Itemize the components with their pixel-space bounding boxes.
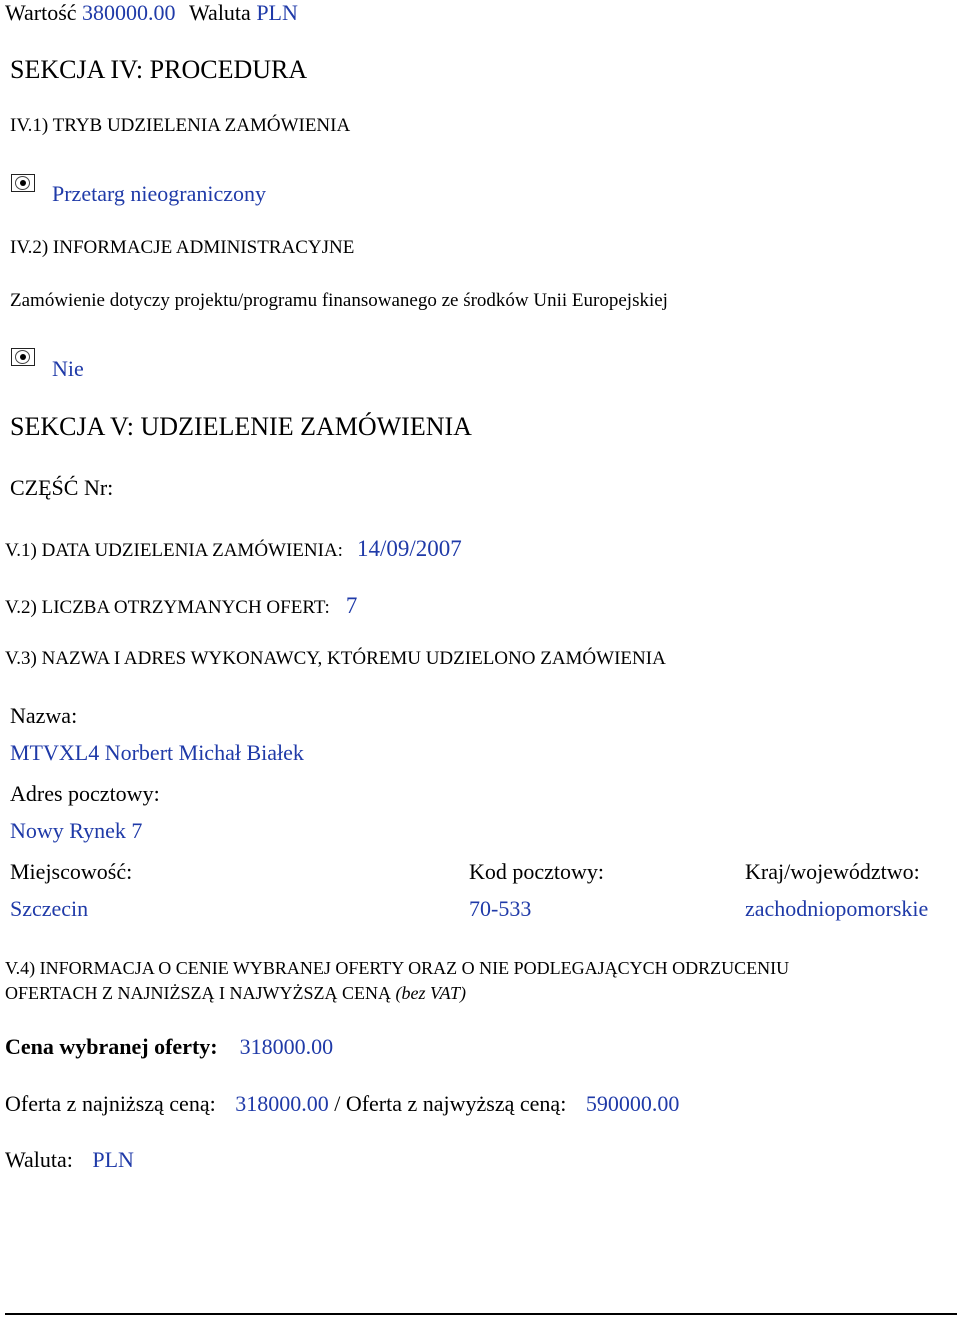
price-heading-line2 — [5, 983, 466, 1004]
lowest-value: 318000.00 — [235, 1091, 329, 1116]
region-label: Kraj/województwo: — [745, 859, 920, 884]
section4-title: SEKCJA IV: PROCEDURA — [10, 55, 308, 84]
postal-value: 70-533 — [469, 896, 532, 921]
footer-rule — [5, 1313, 957, 1315]
date-label: V.1) DATA UDZIELENIA ZAMÓWIENIA: — [5, 540, 343, 561]
currency-label-bottom: Waluta: — [5, 1147, 73, 1172]
postal-label: Kod pocztowy: — [469, 859, 605, 884]
highest-label: Oferta z najwyższą ceną: — [345, 1091, 567, 1116]
city-label: Miejscowość: — [10, 859, 133, 884]
address-label: Adres pocztowy: — [10, 781, 160, 806]
currency-value-bottom: PLN — [92, 1147, 134, 1172]
tryb-heading: IV.1) TRYB UDZIELENIA ZAMÓWIENIA — [10, 115, 351, 136]
separator: / — [334, 1091, 341, 1116]
lowest-label: Oferta z najniższą ceną: — [5, 1091, 216, 1116]
price-range-row — [5, 1091, 679, 1117]
value-amount: 380000.00 — [82, 0, 176, 25]
name-label: Nazwa: — [10, 703, 78, 728]
offers-label: V.2) LICZBA OTRZYMANYCH OFERT: — [5, 597, 330, 618]
city-value: Szczecin — [10, 896, 89, 921]
currency-row — [5, 1147, 134, 1173]
price-heading-note: (bez VAT) — [395, 983, 466, 1003]
value-label: Wartość — [5, 0, 77, 25]
selected-price-value: 318000.00 — [239, 1034, 334, 1059]
contractor-heading: V.3) NAZWA I ADRES WYKONAWCY, KTÓREMU UDZIELONO ZAMÓWIENIA — [5, 648, 666, 669]
date-value: 14/09/2007 — [356, 536, 462, 561]
eu-answer: Nie — [52, 356, 84, 381]
price-heading-text: OFERTACH Z NAJNIŻSZĄ I NAJWYŻSZĄ CENĄ — [5, 983, 391, 1003]
currency-value: PLN — [256, 0, 298, 25]
date-row — [5, 536, 462, 562]
radio-selected-icon — [11, 174, 35, 192]
eu-question: Zamówienie dotyczy projektu/programu finansowanego ze środków Unii Europejskiej — [10, 290, 668, 311]
section5-title: SEKCJA V: UDZIELENIE ZAMÓWIENIA — [10, 412, 472, 441]
selected-price-label: Cena wybranej oferty: — [5, 1034, 218, 1059]
value-line — [5, 0, 298, 26]
tryb-value: Przetarg nieograniczony — [52, 181, 267, 206]
admin-heading: IV.2) INFORMACJE ADMINISTRACYJNE — [10, 237, 355, 258]
price-heading-line1: V.4) INFORMACJA O CENIE WYBRANEJ OFERTY ORAZ O NIE PODLEGAJĄCYCH ODRZUCENIU — [5, 958, 790, 978]
currency-label: Waluta — [189, 0, 251, 25]
selected-price-row — [5, 1034, 333, 1060]
part-label: CZĘŚĆ Nr: — [10, 475, 114, 500]
name-value: MTVXL4 Norbert Michał Białek — [10, 740, 304, 765]
highest-value: 590000.00 — [585, 1091, 680, 1116]
radio-selected-icon — [11, 348, 35, 366]
offers-value: 7 — [345, 593, 358, 618]
region-value: zachodniopomorskie — [745, 896, 929, 921]
address-value: Nowy Rynek 7 — [10, 818, 143, 843]
offers-row — [5, 593, 357, 619]
